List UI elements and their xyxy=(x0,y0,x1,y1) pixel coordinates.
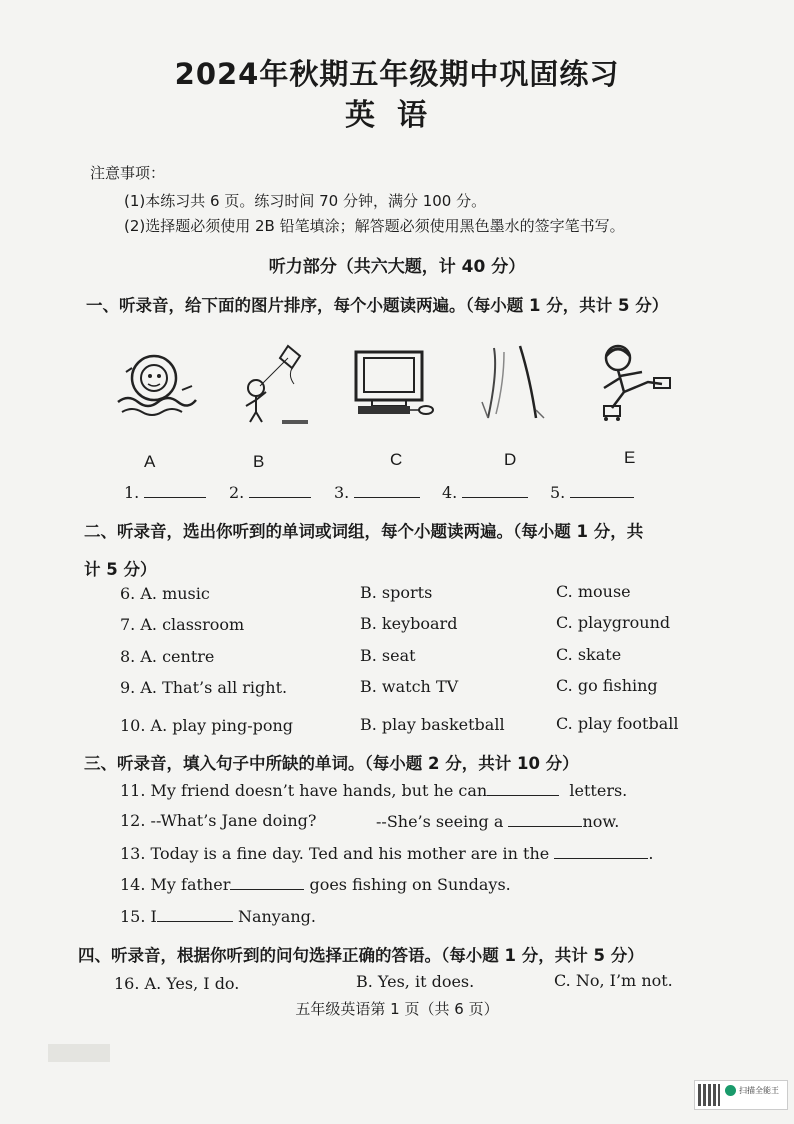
subject-title: 英语 xyxy=(345,98,449,133)
picture-label-b: B xyxy=(253,452,265,471)
q6-option-a[interactable]: 6. A. music xyxy=(120,584,210,603)
q10-option-c[interactable]: C. play football xyxy=(556,714,679,733)
swimming-boy-icon xyxy=(112,350,198,420)
picture-label-e: E xyxy=(624,448,636,467)
section4-heading: 四、听录音，根据你听到的问句选择正确的答语。（每小题 1 分，共计 5 分） xyxy=(78,946,644,965)
note-item-2: (2)选择题必须使用 2B 铅笔填涂；解答题必须使用黑色墨水的签字笔书写。 xyxy=(124,217,625,235)
q14-blank[interactable] xyxy=(230,874,304,890)
q7-option-a[interactable]: 7. A. classroom xyxy=(120,615,245,634)
scanner-logo-icon xyxy=(725,1085,736,1096)
scanner-badge xyxy=(694,1080,788,1110)
q7-option-c[interactable]: C. playground xyxy=(556,613,671,632)
q9-option-a[interactable]: 9. A. That’s all right. xyxy=(120,678,288,697)
picture-label-c: C xyxy=(390,450,403,469)
section2-heading-line1: 二、听录音，选出你听到的单词或词组，每个小题读两遍。（每小题 1 分，共 xyxy=(84,522,644,541)
q8-option-b[interactable]: B. seat xyxy=(360,646,416,665)
q6-option-b[interactable]: B. sports xyxy=(360,583,433,602)
computer-icon xyxy=(350,348,436,418)
listening-part-heading: 听力部分（共六大题，计 40 分） xyxy=(268,257,526,277)
order-blank-3[interactable]: 3. xyxy=(334,482,420,502)
section1-heading: 一、听录音，给下面的图片排序，每个小题读两遍。（每小题 1 分，共计 5 分） xyxy=(86,296,669,315)
picture-label-a: A xyxy=(144,452,156,471)
q13-line: 13. Today is a fine day. Ted and his mother are in the . xyxy=(120,844,654,863)
q6-option-c[interactable]: C. mouse xyxy=(556,582,631,601)
page-footer: 五年级英语第 1 页（共 6 页） xyxy=(295,1000,499,1018)
order-blank-1[interactable]: 1. xyxy=(124,482,206,502)
order-blank-4[interactable]: 4. xyxy=(442,482,528,502)
q13-blank[interactable] xyxy=(554,843,648,859)
q10-option-a[interactable]: 10. A. play ping-pong xyxy=(120,716,294,735)
q11-blank[interactable] xyxy=(487,780,559,796)
q14-line: 14. My father goes fishing on Sundays. xyxy=(120,875,511,894)
q10-option-b[interactable]: B. play basketball xyxy=(360,715,505,734)
order-blank-5[interactable]: 5. xyxy=(550,482,634,502)
q16-option-c[interactable]: C. No, I’m not. xyxy=(554,971,673,990)
q11-line: 11. My friend doesn’t have hands, but he can letters. xyxy=(120,781,628,800)
q15-line: 15. I Nanyang. xyxy=(120,907,316,926)
note-item-1: (1)本练习共 6 页。练习时间 70 分钟，满分 100 分。 xyxy=(124,192,487,210)
q12-question: 12. --What’s Jane doing? xyxy=(120,811,317,830)
waterfall-icon xyxy=(474,342,554,422)
scan-smudge xyxy=(48,1044,110,1062)
q9-option-c[interactable]: C. go fishing xyxy=(556,676,658,695)
scanner-badge-label: 扫描全能王 xyxy=(739,1086,779,1095)
q15-blank[interactable] xyxy=(157,906,233,922)
skating-boy-icon xyxy=(592,342,680,422)
notes-heading: 注意事项： xyxy=(90,164,166,182)
section2-heading-line2: 计 5 分） xyxy=(84,560,157,579)
picture-label-d: D xyxy=(504,450,517,469)
q16-option-a[interactable]: 16. A. Yes, I do. xyxy=(114,974,240,993)
q8-option-a[interactable]: 8. A. centre xyxy=(120,647,215,666)
q12-answer-line: --She’s seeing a now. xyxy=(376,812,620,831)
qr-code-icon xyxy=(698,1084,720,1106)
q12-blank[interactable] xyxy=(508,811,582,827)
order-blank-2[interactable]: 2. xyxy=(229,482,311,502)
q9-option-b[interactable]: B. watch TV xyxy=(360,677,459,696)
q7-option-b[interactable]: B. keyboard xyxy=(360,614,458,633)
q8-option-c[interactable]: C. skate xyxy=(556,645,622,664)
section3-heading: 三、听录音，填入句子中所缺的单词。（每小题 2 分，共计 10 分） xyxy=(84,754,579,773)
exam-title: 2024年秋期五年级期中巩固练习 xyxy=(174,57,620,91)
q16-option-b[interactable]: B. Yes, it does. xyxy=(356,972,475,991)
kite-boy-icon xyxy=(238,342,312,428)
